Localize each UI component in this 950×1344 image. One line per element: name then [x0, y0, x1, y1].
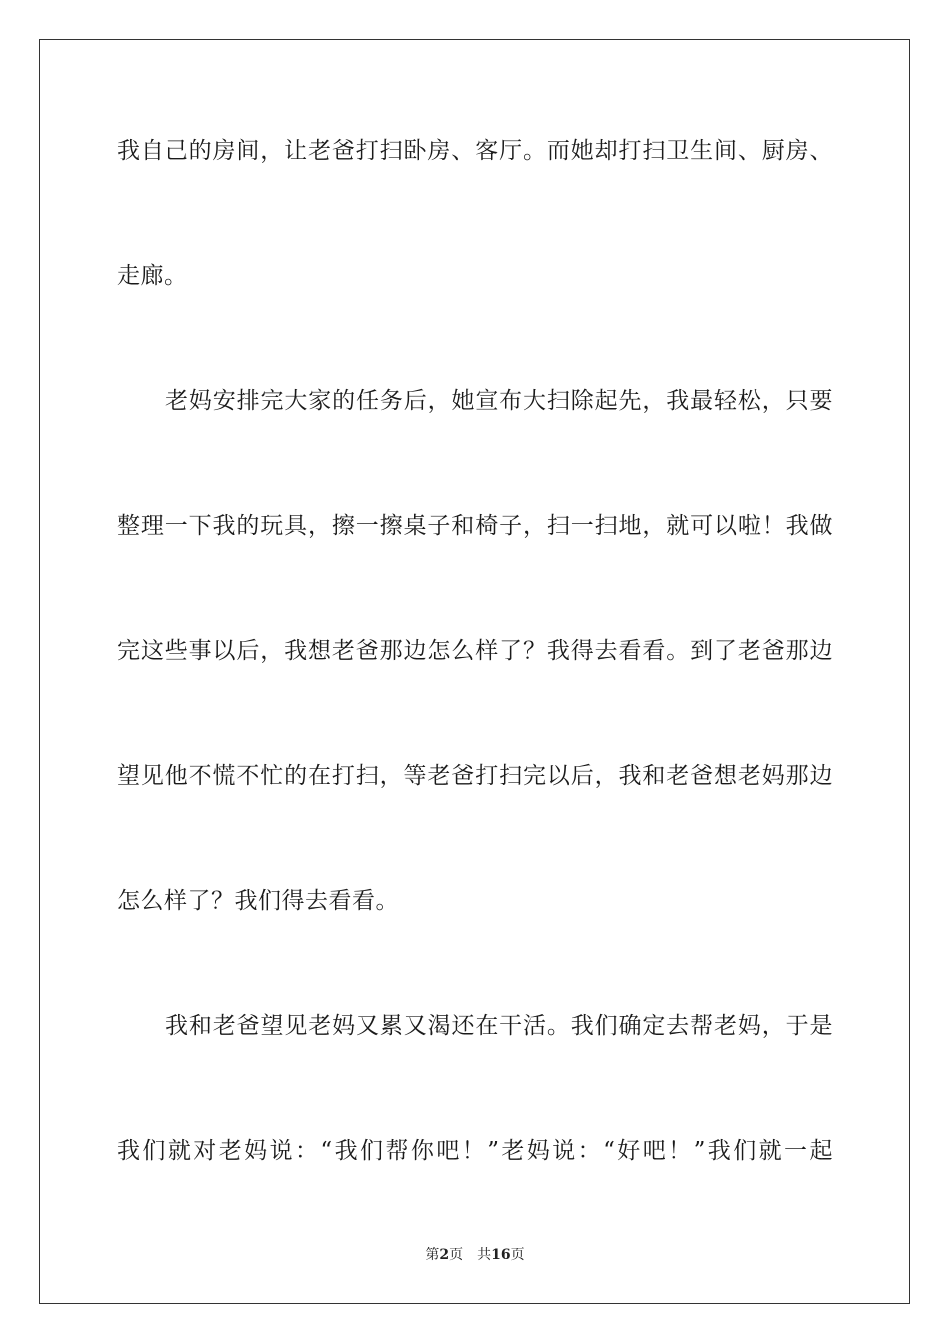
total-pages: 16 — [491, 1247, 511, 1263]
text-line-1: 我自己的房间，让老爸打扫卧房、客厅。而她却打扫卫生间、厨房、 — [117, 138, 833, 164]
text-line-4: 整理一下我的玩具，擦一擦桌子和椅子，扫一扫地，就可以啦！我做 — [117, 513, 833, 539]
text-line-7: 怎么样了？我们得去看看。 — [117, 888, 399, 914]
page-number: 2 — [439, 1247, 450, 1263]
text-line-6: 望见他不慌不忙的在打扫，等老爸打扫完以后，我和老爸想老妈那边 — [117, 763, 833, 789]
page-prefix: 第 — [425, 1247, 440, 1263]
total-suffix: 页 — [510, 1247, 525, 1263]
text-line-2: 走廊。 — [117, 263, 188, 289]
text-line-9: 我们就对老妈说：“我们帮你吧！”老妈说：“好吧！”我们就一起 — [117, 1138, 833, 1164]
page-suffix: 页 — [449, 1247, 464, 1263]
page-border — [39, 39, 910, 1304]
paragraph-2-first-line: 老妈安排完大家的任务后，她宣布大扫除起先，我最轻松，只要 — [165, 388, 833, 414]
total-prefix: 共 — [477, 1247, 492, 1263]
paragraph-3-first-line: 我和老爸望见老妈又累又渴还在干活。我们确定去帮老妈，于是 — [165, 1013, 833, 1039]
page-footer — [0, 1246, 950, 1264]
text-line-5: 完这些事以后，我想老爸那边怎么样了？我得去看看。到了老爸那边 — [117, 638, 833, 664]
